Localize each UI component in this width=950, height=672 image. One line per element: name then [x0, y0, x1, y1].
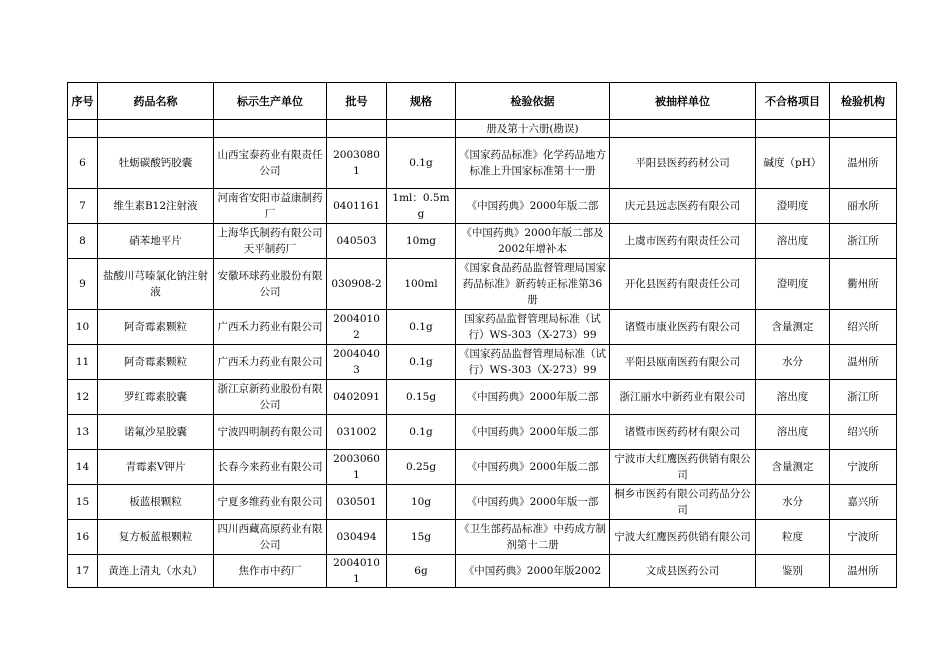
cell-serial-number: 9 — [68, 259, 98, 310]
header-manufacturer: 标示生产单位 — [214, 83, 327, 120]
cell-inspection-basis: 《国家食品药品监督管理局国家药品标准》新药转正标准第36册 — [456, 259, 610, 310]
cell-drug-name: 罗红霉素胶囊 — [98, 380, 214, 415]
substandard-drugs-table — [67, 82, 897, 588]
cell-serial-number — [68, 120, 98, 138]
cell-serial-number: 17 — [68, 555, 98, 588]
cell-inspection-basis: 《中国药典》2000年版二部 — [456, 450, 610, 485]
cell-manufacturer: 长春今来药业有限公司 — [214, 450, 327, 485]
table-row — [68, 189, 897, 224]
table-row — [68, 138, 897, 189]
cell-inspection-agency — [830, 120, 897, 138]
cell-batch-number: 20040101 — [327, 555, 387, 588]
cell-sampled-unit: 庆元县远志医药有限公司 — [610, 189, 756, 224]
cell-inspection-basis: 册及第十六册(勘误) — [456, 120, 610, 138]
cell-failed-item: 溶出度 — [756, 224, 830, 259]
cell-batch-number: 0401161 — [327, 189, 387, 224]
cell-sampled-unit: 平阳县瓯南医药有限公司 — [610, 345, 756, 380]
cell-failed-item: 水分 — [756, 485, 830, 520]
cell-manufacturer: 上海华氏制药有限公司天平制药厂 — [214, 224, 327, 259]
cell-sampled-unit: 上虞市医药有限责任公司 — [610, 224, 756, 259]
cell-specification: 6g — [387, 555, 456, 588]
cell-inspection-basis: 国家药品监督管理局标准（试行）WS-303（X-273）99 — [456, 310, 610, 345]
cell-serial-number: 6 — [68, 138, 98, 189]
table-row — [68, 259, 897, 310]
cell-batch-number: 030501 — [327, 485, 387, 520]
table-row — [68, 450, 897, 485]
cell-failed-item: 溶出度 — [756, 415, 830, 450]
cell-sampled-unit: 宁波市大红鹰医药供销有限公司 — [610, 450, 756, 485]
cell-manufacturer: 河南省安阳市益康制药厂 — [214, 189, 327, 224]
cell-specification: 10mg — [387, 224, 456, 259]
header-inspection-basis: 检验依据 — [456, 83, 610, 120]
cell-specification: 0.1g — [387, 415, 456, 450]
cell-drug-name: 青霉素V钾片 — [98, 450, 214, 485]
cell-batch-number: 20030601 — [327, 450, 387, 485]
cell-specification: 0.1g — [387, 310, 456, 345]
cell-batch-number — [327, 120, 387, 138]
cell-sampled-unit: 宁波大红鹰医药供销有限公司 — [610, 520, 756, 555]
cell-drug-name: 诺氟沙星胶囊 — [98, 415, 214, 450]
table-header-row — [68, 83, 897, 120]
cell-inspection-basis: 《卫生部药品标准》中药成方制剂第十二册 — [456, 520, 610, 555]
cell-failed-item: 粒度 — [756, 520, 830, 555]
cell-serial-number: 13 — [68, 415, 98, 450]
cell-inspection-agency: 浙江所 — [830, 224, 897, 259]
table-row-continuation — [68, 120, 897, 138]
cell-specification — [387, 120, 456, 138]
cell-batch-number: 20040102 — [327, 310, 387, 345]
inspection-results-sheet — [67, 82, 896, 588]
table-row — [68, 380, 897, 415]
cell-batch-number: 030494 — [327, 520, 387, 555]
cell-inspection-agency: 衢州所 — [830, 259, 897, 310]
cell-inspection-basis: 《中国药典》2000年版二部 — [456, 415, 610, 450]
cell-batch-number: 031002 — [327, 415, 387, 450]
table-row — [68, 345, 897, 380]
cell-sampled-unit: 浙江丽水中新药业有限公司 — [610, 380, 756, 415]
table-body — [68, 120, 897, 588]
cell-inspection-basis: 《国家药品监督管理局标准（试行）WS-303（X-273）99 — [456, 345, 610, 380]
cell-sampled-unit: 文成县医药公司 — [610, 555, 756, 588]
header-drug-name: 药品名称 — [98, 83, 214, 120]
cell-failed-item: 澄明度 — [756, 189, 830, 224]
table-row — [68, 520, 897, 555]
cell-drug-name: 复方板蓝根颗粒 — [98, 520, 214, 555]
table-row — [68, 224, 897, 259]
cell-inspection-agency: 丽水所 — [830, 189, 897, 224]
header-sampled-unit: 被抽样单位 — [610, 83, 756, 120]
cell-failed-item: 溶出度 — [756, 380, 830, 415]
cell-inspection-basis: 《中国药典》2000年版二部及2002年增补本 — [456, 224, 610, 259]
cell-batch-number: 20040403 — [327, 345, 387, 380]
cell-failed-item: 碱度（pH） — [756, 138, 830, 189]
cell-serial-number: 7 — [68, 189, 98, 224]
cell-drug-name: 盐酸川芎嗪氯化钠注射液 — [98, 259, 214, 310]
cell-failed-item: 澄明度 — [756, 259, 830, 310]
cell-batch-number: 20030801 — [327, 138, 387, 189]
cell-sampled-unit — [610, 120, 756, 138]
cell-manufacturer: 宁波四明制药有限公司 — [214, 415, 327, 450]
cell-inspection-agency: 温州所 — [830, 138, 897, 189]
table-row — [68, 310, 897, 345]
cell-serial-number: 12 — [68, 380, 98, 415]
cell-inspection-basis: 《中国药典》2000年版二部 — [456, 189, 610, 224]
cell-specification: 15g — [387, 520, 456, 555]
table-row — [68, 555, 897, 588]
cell-serial-number: 15 — [68, 485, 98, 520]
cell-manufacturer: 安徽环球药业股份有限公司 — [214, 259, 327, 310]
cell-drug-name: 牡蛎碳酸钙胶囊 — [98, 138, 214, 189]
cell-drug-name: 硝苯地平片 — [98, 224, 214, 259]
cell-manufacturer: 广西禾力药业有限公司 — [214, 345, 327, 380]
cell-manufacturer: 焦作市中药厂 — [214, 555, 327, 588]
header-serial-number: 序号 — [68, 83, 98, 120]
header-inspection-agency: 检验机构 — [830, 83, 897, 120]
cell-inspection-agency: 温州所 — [830, 555, 897, 588]
cell-inspection-basis: 《中国药典》2000年版一部 — [456, 485, 610, 520]
cell-sampled-unit: 桐乡市医药有限公司药品分公司 — [610, 485, 756, 520]
cell-failed-item: 含量测定 — [756, 310, 830, 345]
header-batch-number: 批号 — [327, 83, 387, 120]
cell-failed-item: 含量测定 — [756, 450, 830, 485]
cell-serial-number: 11 — [68, 345, 98, 380]
cell-inspection-basis: 《中国药典》2000年版二部 — [456, 380, 610, 415]
cell-specification: 100ml — [387, 259, 456, 310]
cell-failed-item — [756, 120, 830, 138]
cell-inspection-basis: 《国家药品标准》化学药品地方标准上升国家标准第十一册 — [456, 138, 610, 189]
cell-sampled-unit: 平阳县医药药材公司 — [610, 138, 756, 189]
cell-drug-name: 阿奇霉素颗粒 — [98, 345, 214, 380]
cell-inspection-agency: 宁波所 — [830, 450, 897, 485]
cell-serial-number: 8 — [68, 224, 98, 259]
cell-manufacturer: 宁夏多维药业有限公司 — [214, 485, 327, 520]
cell-inspection-agency: 绍兴所 — [830, 415, 897, 450]
cell-batch-number: 040503 — [327, 224, 387, 259]
header-failed-item: 不合格项目 — [756, 83, 830, 120]
cell-drug-name: 维生素B12注射液 — [98, 189, 214, 224]
cell-specification: 0.1g — [387, 345, 456, 380]
cell-batch-number: 030908-2 — [327, 259, 387, 310]
cell-inspection-agency: 绍兴所 — [830, 310, 897, 345]
table-row — [68, 485, 897, 520]
cell-manufacturer — [214, 120, 327, 138]
cell-manufacturer: 广西禾力药业有限公司 — [214, 310, 327, 345]
cell-inspection-agency: 嘉兴所 — [830, 485, 897, 520]
cell-specification: 1ml：0.5mg — [387, 189, 456, 224]
cell-serial-number: 10 — [68, 310, 98, 345]
cell-serial-number: 16 — [68, 520, 98, 555]
cell-manufacturer: 四川西藏高原药业有限公司 — [214, 520, 327, 555]
cell-drug-name: 阿奇霉素颗粒 — [98, 310, 214, 345]
cell-failed-item: 水分 — [756, 345, 830, 380]
cell-inspection-agency: 温州所 — [830, 345, 897, 380]
cell-drug-name: 黄连上清丸（水丸） — [98, 555, 214, 588]
cell-inspection-agency: 浙江所 — [830, 380, 897, 415]
cell-specification: 0.1g — [387, 138, 456, 189]
cell-inspection-basis: 《中国药典》2000年版2002 — [456, 555, 610, 588]
cell-batch-number: 0402091 — [327, 380, 387, 415]
cell-specification: 10g — [387, 485, 456, 520]
cell-manufacturer: 山西宝泰药业有限责任公司 — [214, 138, 327, 189]
cell-inspection-agency: 宁波所 — [830, 520, 897, 555]
cell-specification: 0.25g — [387, 450, 456, 485]
header-specification: 规格 — [387, 83, 456, 120]
cell-drug-name — [98, 120, 214, 138]
cell-failed-item: 鉴别 — [756, 555, 830, 588]
table-row — [68, 415, 897, 450]
cell-drug-name: 板蓝根颗粒 — [98, 485, 214, 520]
cell-sampled-unit: 诸暨市康业医药有限公司 — [610, 310, 756, 345]
cell-sampled-unit: 开化县医药有限责任公司 — [610, 259, 756, 310]
cell-specification: 0.15g — [387, 380, 456, 415]
cell-serial-number: 14 — [68, 450, 98, 485]
cell-sampled-unit: 诸暨市医药药材有限公司 — [610, 415, 756, 450]
cell-manufacturer: 浙江京新药业股份有限公司 — [214, 380, 327, 415]
